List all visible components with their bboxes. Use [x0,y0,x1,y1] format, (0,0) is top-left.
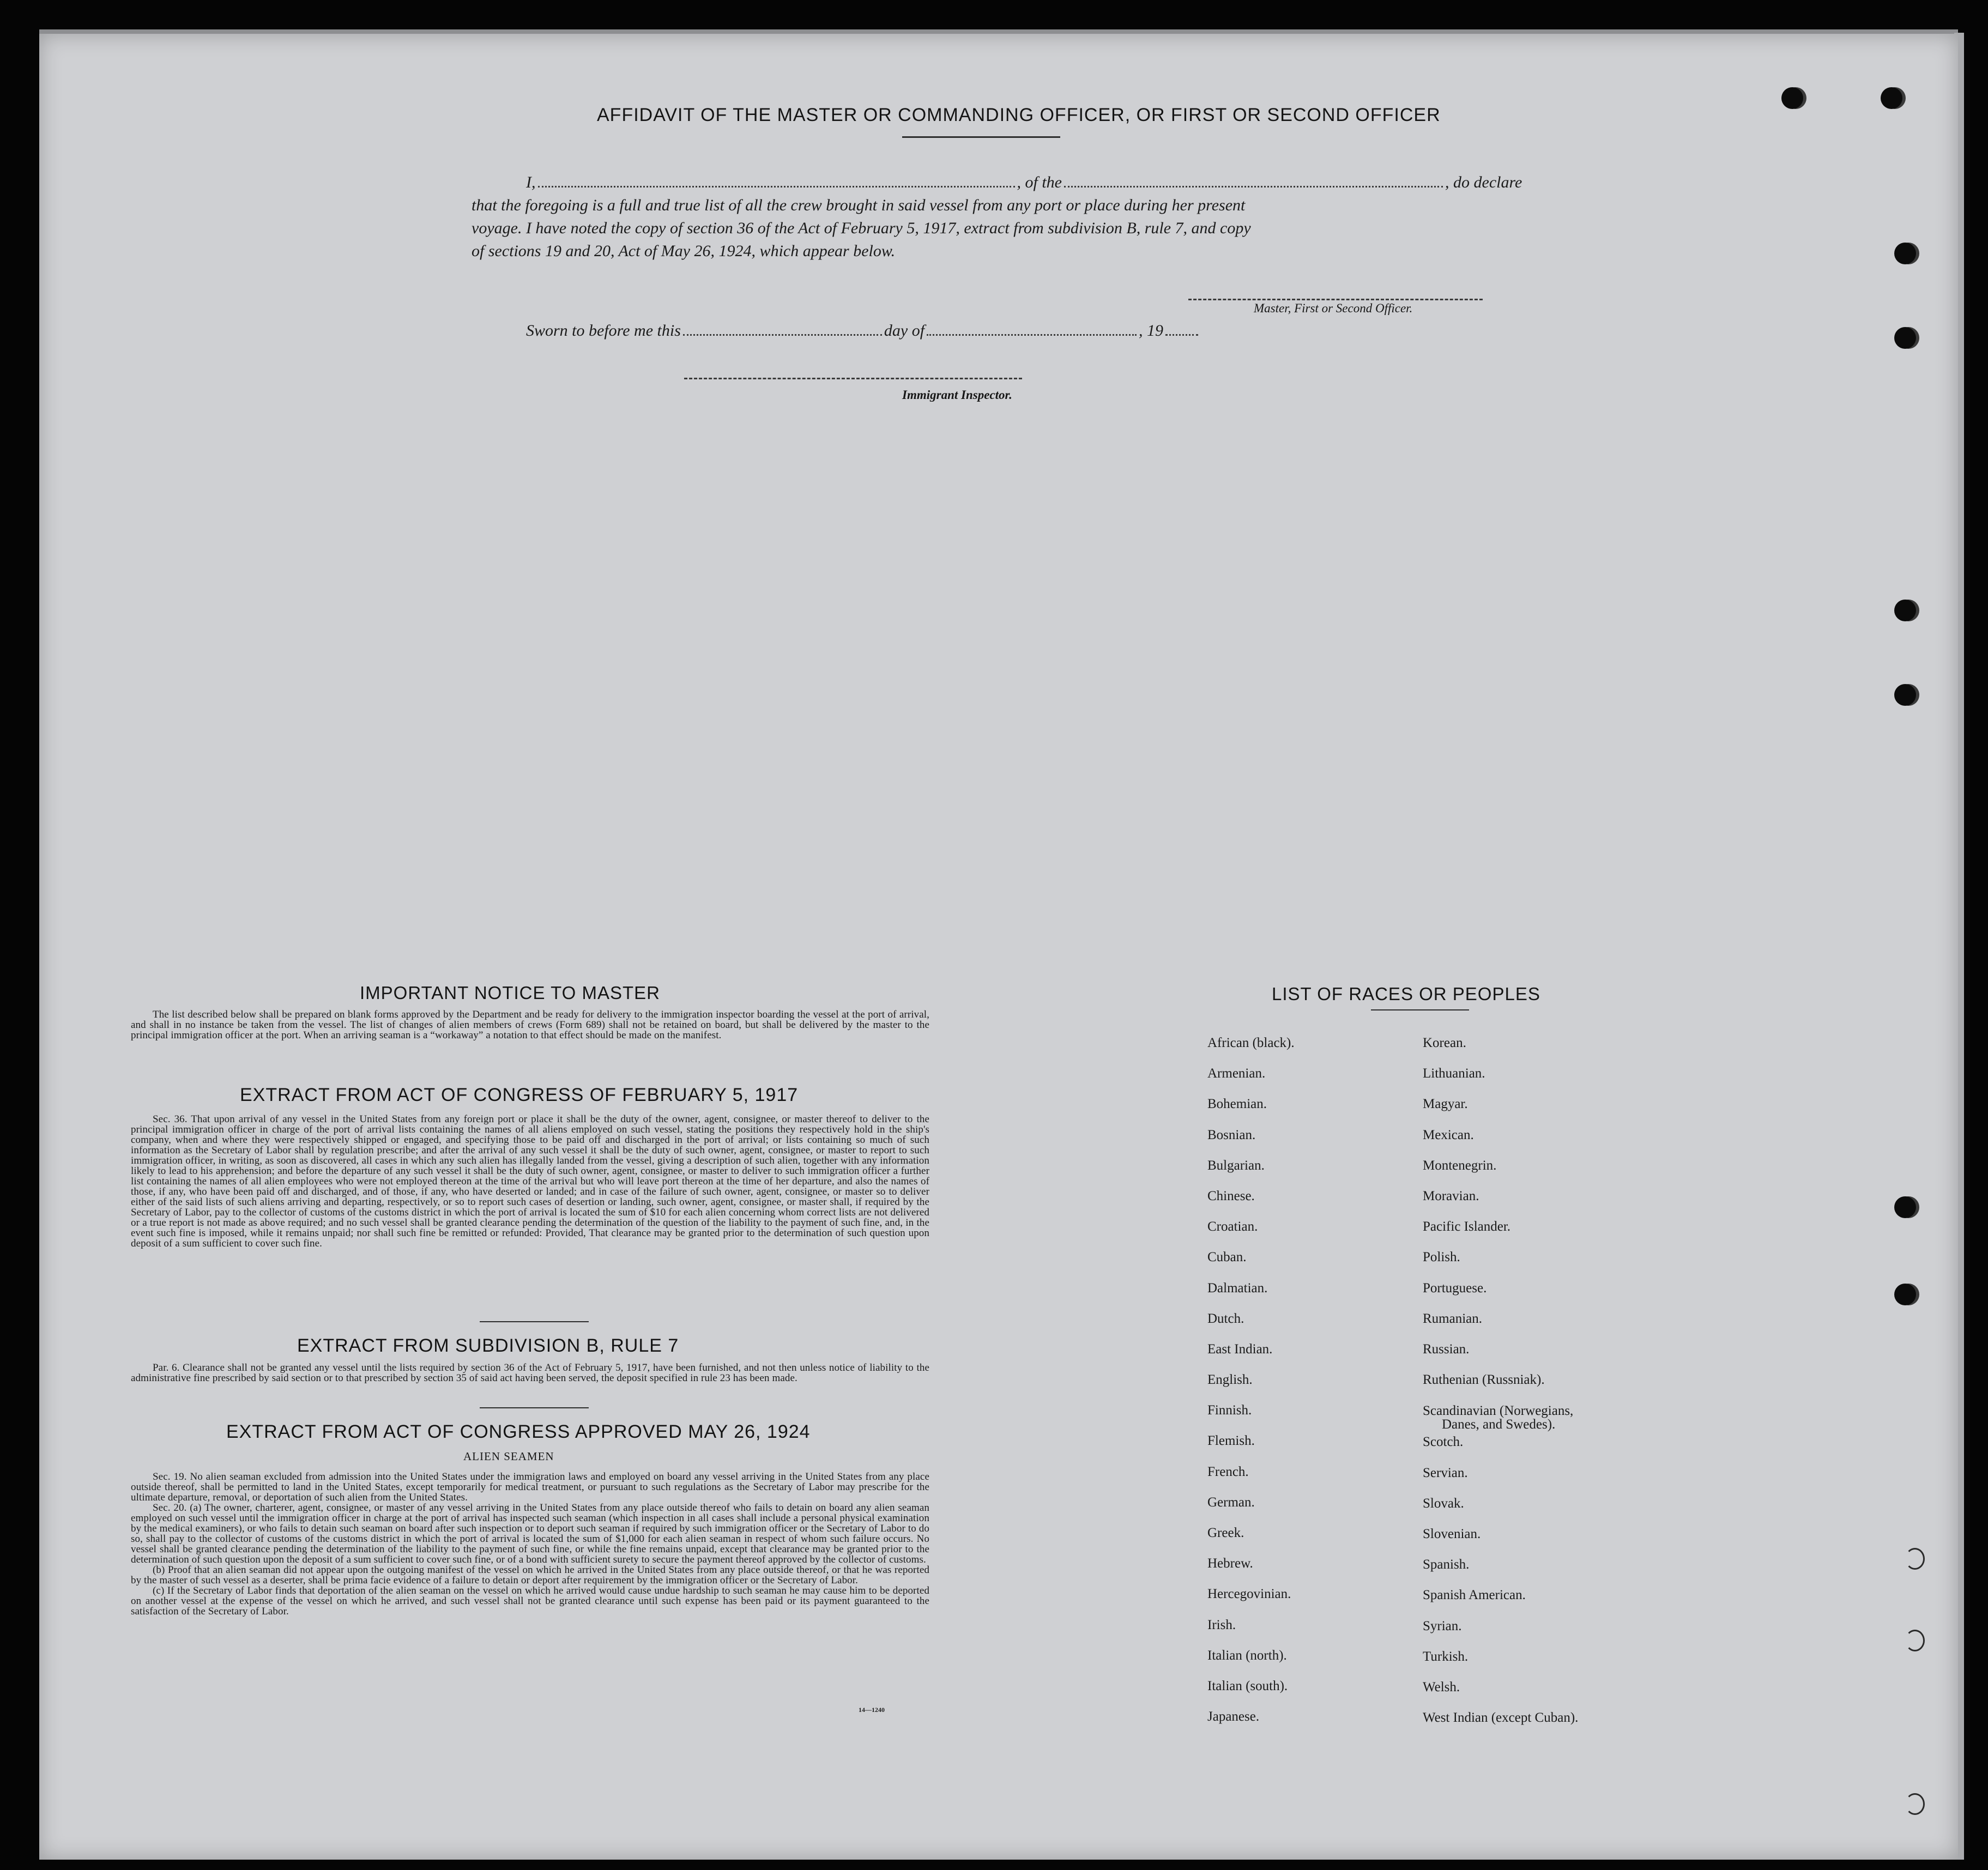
race-item: Slovak. [1423,1496,1464,1511]
race-item: Spanish. [1423,1557,1470,1572]
races-left-column [1207,1036,1295,1740]
race-item: Lithuanian. [1423,1066,1485,1081]
binder-hole [1894,243,1916,264]
affidavit-line-3: voyage. I have noted the copy of section 36 of the Act of February 5, 1917, extract from subdivision B, rule 7, and copy [472,219,1251,237]
race-item: Russian. [1423,1341,1470,1357]
races-title: LIST OF RACES OR PEOPLES [1272,984,1540,1004]
affidavit-line-2: that the foregoing is a full and true list of all the crew brought in said vessel from any port or place during her present [472,196,1246,214]
signature-label: Master, First or Second Officer. [1254,301,1413,315]
extract-rule7-text [131,1363,929,1383]
day-blank [683,333,882,336]
race-item: Polish. [1423,1250,1460,1265]
affidavit-declare: , do declare [1445,173,1522,191]
race-item: Finnish. [1207,1403,1252,1418]
race-item: Scotch. [1423,1435,1464,1450]
par-6-paragraph: Par. 6. Clearance shall not be granted any vessel until the lists required by section 36 of the Act of February 5, 1917, have been furnished, and not then unless notice of liability to the administrative fine prescribed by said section or to that prescribed by section 35 of said act having been served, the deposit specified in rule 23 has been made. [131,1362,929,1384]
race-item: Korean. [1423,1036,1466,1050]
month-blank [927,333,1137,336]
section-divider [480,1407,589,1408]
race-item: Chinese. [1207,1188,1255,1203]
sworn-prefix: Sworn to before me this [526,322,681,340]
race-item: Scandinavian (Norwegians, [1423,1403,1574,1419]
binder-hole [1894,327,1916,349]
race-item: Greek. [1207,1526,1244,1540]
notice-text [131,1009,929,1040]
sec-19-paragraph: Sec. 19. No alien seaman excluded from admission into the United States under the immigration laws and employed on board any vessel arriving in the United States from any place outside thereof, shall be permitted to land in the United States, except temporarily for medical treatment, or pursuant to such regulations as the Secretary of Labor may prescribe for the ultimate departure, removal, or deportation of such alien from the United States. [131,1471,929,1503]
race-item: Mexican. [1423,1127,1474,1142]
sec-20b-paragraph: (b) Proof that an alien seaman did not appear upon the outgoing manifest of the vessel on which he arrived in the United States from any place outside thereof, or that he was reported by the master of such vessel as a deserter, shall be prima facie evidence of a failure to detain or deport after requirement by the immigration officer or the Secretary of Labor. [131,1564,929,1586]
extract-rule7-title: EXTRACT FROM SUBDIVISION B, RULE 7 [297,1335,679,1356]
affidavit-line-1 [526,173,1522,192]
binder-hole [1905,1793,1925,1815]
binder-hole [1781,87,1803,109]
binder-hole [1894,600,1916,621]
race-item: Armenian. [1207,1066,1266,1081]
affidavit-i: I, [526,173,536,191]
signature-line [1188,299,1483,300]
race-item: Irish. [1207,1617,1236,1632]
binder-hole [1905,1630,1925,1651]
binder-hole [1905,1548,1925,1570]
year-blank [1165,333,1198,336]
race-item-scandinavian [1423,1403,1578,1435]
race-item: Pacific Islander. [1423,1219,1511,1234]
race-item: Hercegovinian. [1207,1587,1291,1602]
race-item: Italian (south). [1207,1678,1288,1693]
race-item: English. [1207,1372,1253,1388]
race-item: Bosnian. [1207,1127,1256,1142]
race-item: Ruthenian (Russniak). [1423,1372,1545,1388]
sworn-day: day of [884,322,925,340]
race-item: Servian. [1423,1465,1468,1480]
race-item: East Indian. [1207,1341,1273,1357]
race-item: West Indian (except Cuban). [1423,1710,1579,1726]
races-title-rule [1371,1009,1469,1010]
inspector-label: Immigrant Inspector. [902,388,1012,402]
race-item: Hebrew. [1207,1556,1253,1571]
race-item: Rumanian. [1423,1311,1483,1326]
sec-20a-paragraph: Sec. 20. (a) The owner, charterer, agent, consignee, or master of any vessel arriving in the United States from any place outside thereof who fails to detain on board any alien seaman employed on such vessel until the immigration officer in charge at the port of arrival has inspected such seaman (which inspection in all cases shall include a personal physical examination by the medical examiners), or who fails to detain such seaman on board after such inspection or to deport such seaman if required by such immigration officer or the Secretary of Labor to do so, shall pay to the collector of customs of the customs district in which the port of arrival is located the sum of $1,000 for each alien seaman in respect of whom such failure occurs. No vessel shall be granted clearance pending the determination of the liability to the payment of such fine, or while the fine remains unpaid, except that clearance may be granted prior to the determination of such question upon the deposit of a sum sufficient to cover such fine, or of a bond with sufficient surety to secure the payment thereof approved by the collector of customs. [131,1502,929,1565]
races-right-column [1423,1036,1578,1741]
race-item: Dutch. [1207,1311,1244,1326]
race-item: Cuban. [1207,1250,1247,1265]
binder-hole [1894,1284,1916,1305]
inspector-line [684,378,1022,379]
race-item: Moravian. [1423,1188,1479,1203]
race-item: Croatian. [1207,1219,1258,1234]
race-item: Slovenian. [1423,1527,1481,1541]
race-item: Magyar. [1423,1097,1468,1112]
binder-hole [1894,1196,1916,1218]
race-item: Bohemian. [1207,1097,1267,1112]
extract-1924-title: EXTRACT FROM ACT OF CONGRESS APPROVED MAY 26, 1924 [226,1421,811,1442]
sec-20c-paragraph: (c) If the Secretary of Labor finds that deportation of the alien seaman on the vessel on which he arrived would cause undue hardship to such seaman he may cause him to be deported on another vessel at the expense of the vessel on which he arrived, and such vessel shall not be granted clearance until such expense has been paid or its payment guaranteed to the satisfaction of the Secretary of Labor. [131,1585,929,1617]
affidavit-title: AFFIDAVIT OF THE MASTER OR COMMANDING OFFICER, OR FIRST OR SECOND OFFICER [597,105,1441,125]
affidavit-line-4: of sections 19 and 20, Act of May 26, 1924, which appear below. [472,242,896,260]
vessel-blank [1064,185,1443,187]
section-divider [480,1321,589,1322]
race-item: Dalmatian. [1207,1280,1268,1296]
binder-hole [1881,87,1902,109]
sec-36-paragraph: Sec. 36. That upon arrival of any vessel in the United States from any foreign port or place it shall be the duty of the owner, agent, consignee, or master thereof to deliver to the principal immigration officer in charge of the port of arrival lists containing the names of all aliens employed on such vessel, stating the positions they respectively hold in the ship's company, when and where they were respectively shipped or engaged, and specifying those to be paid off and discharged in the port of arrival; or lists containing so much of such information as the Secretary of Labor shall by regulation prescribe; and after the arrival of any such vessel it shall be the duty of such owner, agent, consignee, or master to report to such immigration officer, in writing, as soon as discovered, all cases in which any such alien has illegally landed from the vessel, giving a description of such alien, together with any information likely to lead to his apprehension; and before the departure of any such vessel it shall be the duty of such owner, agent, consignee, or master to deliver to such immigration officer a further list containing the names of all alien employees who were not employed thereon at the time of the arrival but who will leave port thereon at the time of her departure, and also the names of those, if any, who have been paid off and discharged, and of those, if any, who have deserted or landed; and in case of the failure of such owner, agent, consignee, or master so to deliver either of the said lists of such aliens arriving and departing, respectively, or so to report such cases of desertion or landing, such owner, agent, consignee, or master shall, if required by the Secretary of Labor, pay to the collector of customs of the customs district in which the port of arrival is located the sum of $10 for each alien concerning whom correct lists are not delivered or a true report is not made as above required; and no such vessel shall be granted clearance pending the determination of the question of the liability to the payment of such fine, and, in the event such fine is imposed, while it remains unpaid; nor shall such fine be remitted or refunded: Provided, That clearance may be granted prior to the determination of such question upon deposit of a sum sufficient to cover such fine. [131,1113,929,1249]
race-item: Syrian. [1423,1618,1462,1633]
race-item: African (black). [1207,1036,1295,1050]
notice-paragraph: The list described below shall be prepared on blank forms approved by the Department and be ready for delivery to the immigration inspector boarding the vessel at the port of arrival, and shall in no instance be taken from the vessel. The list of changes of alien members of crews (Form 689) shall not be retained on board, but shall be delivered by the master to the principal immigration officer at the port. When an arriving seaman is a “workaway” a notation to that effect should be made on the manifest. [131,1009,929,1041]
notice-title: IMPORTANT NOTICE TO MASTER [360,983,661,1003]
race-item: Spanish American. [1423,1588,1526,1603]
name-blank [538,185,1015,187]
race-item: French. [1207,1464,1249,1479]
sworn-line [526,322,1200,340]
race-item: Flemish. [1207,1433,1255,1449]
race-item: Bulgarian. [1207,1158,1265,1173]
affidavit-of-the: , of the [1017,173,1062,191]
sworn-year: , 19 [1139,322,1164,340]
alien-seamen-subtitle: ALIEN SEAMEN [463,1450,554,1463]
form-code: 14—1240 [859,1706,885,1714]
race-item: German. [1207,1494,1255,1510]
race-item: Montenegrin. [1423,1158,1497,1173]
race-item: Portuguese. [1423,1280,1487,1296]
race-item: Turkish. [1423,1649,1469,1664]
race-item: Welsh. [1423,1679,1460,1695]
race-item: Italian (north). [1207,1648,1287,1663]
extract-1917-title: EXTRACT FROM ACT OF CONGRESS OF FEBRUARY 5, 1917 [240,1085,799,1105]
extract-1917-text [131,1114,929,1249]
title-rule [902,136,1060,138]
binder-hole [1894,684,1916,706]
race-item: Japanese. [1207,1709,1260,1724]
race-item-continuation: Danes, and Swedes). [1442,1417,1556,1432]
extract-1924-text [131,1472,929,1617]
